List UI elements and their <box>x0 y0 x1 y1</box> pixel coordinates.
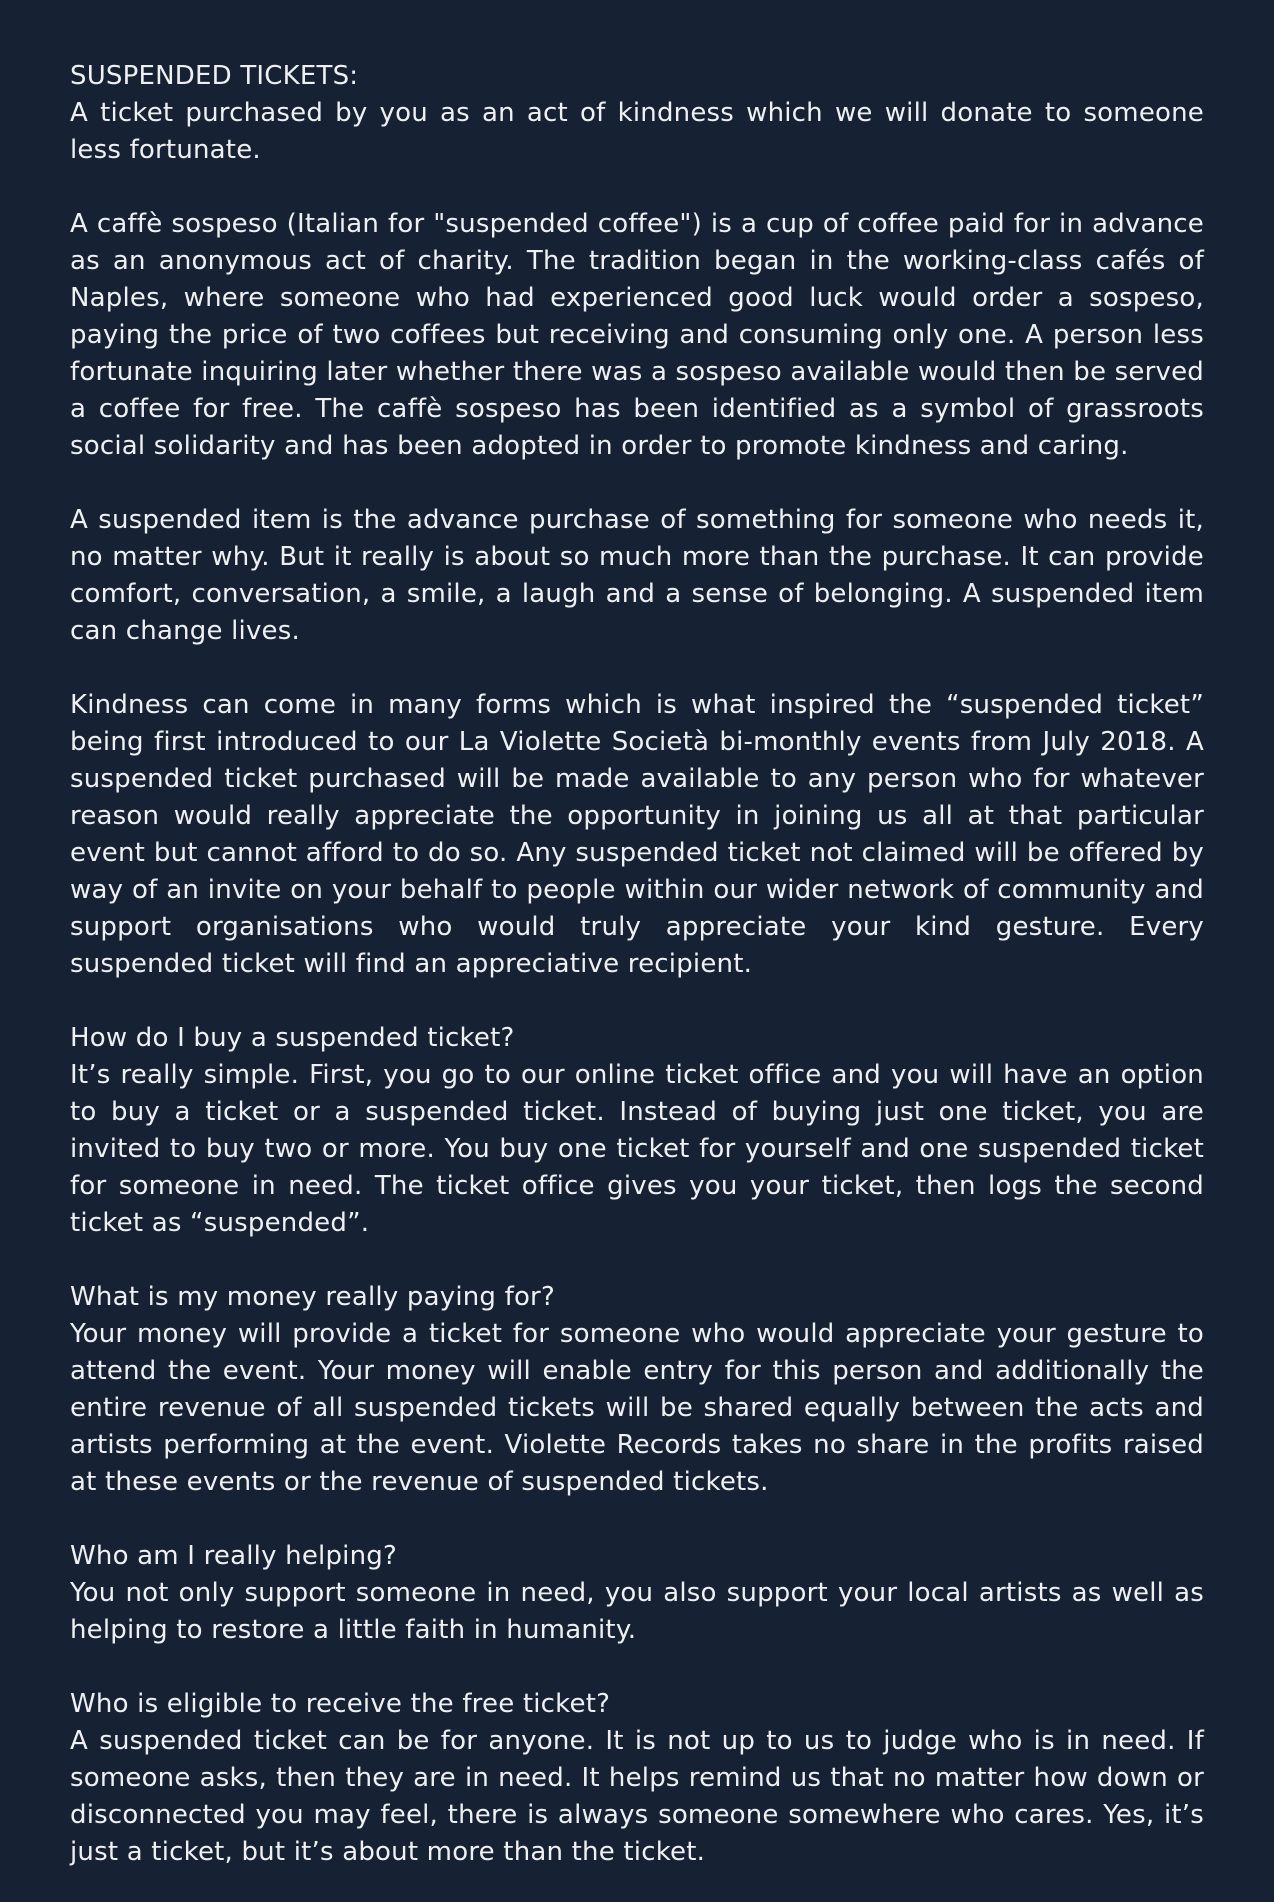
section-body: A ticket purchased by you as an act of kindness which we will donate to someone less fortunate. <box>70 98 1204 165</box>
section-body: A caffè sospeso (Italian for "suspended coffee") is a cup of coffee paid for in advance as an anonymous act of charity. The tradition began in the working-class cafés of Naples, where someone who had experienced good luck would order a sospeso, paying the price of two coffees but receiving and consuming only one. A person less fortunate inquiring later whether there was a sospeso available would then be served a coffee for free. The caffè sospeso has been identified as a symbol of grassroots social solidarity and has been adopted in order to promote kindness and caring. <box>70 209 1204 461</box>
section-helping <box>70 1538 1204 1649</box>
section-body: Your money will provide a ticket for someone who would appreciate your gesture to attend the event. Your money will enable entry for this person and additionally the entire revenue of all suspended tickets will be shared equally between the acts and artists performing at the event. Violette Records takes no share in the profits raised at these events or the revenue of suspended tickets. <box>70 1319 1204 1497</box>
section-suspended-item <box>70 502 1204 650</box>
section-body: It’s really simple. First, you go to our online ticket office and you will have an option to buy a ticket or a suspended ticket. Instead of buying just one ticket, you are invited to buy two or more. You buy one ticket for yourself and one suspended ticket for someone in need. The ticket office gives you your ticket, then logs the second ticket as “suspended”. <box>70 1060 1204 1238</box>
section-body: Kindness can come in many forms which is what inspired the “suspended ticket” being first introduced to our La Violette Società bi-monthly events from July 2018. A suspended ticket purchased will be made available to any person who for whatever reason would really appreciate the opportunity in joining us all at that particular event but cannot afford to do so. Any suspended ticket not claimed will be offered by way of an invite on your behalf to people within our wider network of community and support organisations who would truly appreciate your kind gesture. Every suspended ticket will find an appreciative recipient. <box>70 690 1204 979</box>
section-money <box>70 1279 1204 1501</box>
section-heading: What is my money really paying for? <box>70 1282 555 1312</box>
section-heading: Who is eligible to receive the free ticket? <box>70 1689 611 1719</box>
section-eligibility <box>70 1686 1204 1871</box>
section-caffe-sospeso <box>70 206 1204 465</box>
section-heading: How do I buy a suspended ticket? <box>70 1023 515 1053</box>
section-body: A suspended ticket can be for anyone. It is not up to us to judge who is in need. If someone asks, then they are in need. It helps remind us that no matter how down or disconnected you may feel, there is always someone somewhere who cares. Yes, it’s just a ticket, but it’s about more than the ticket. <box>70 1726 1204 1867</box>
section-body: A suspended item is the advance purchase of something for someone who needs it, no matter why. But it really is about so much more than the purchase. It can provide comfort, conversation, a smile, a laugh and a sense of belonging. A suspended item can change lives. <box>70 505 1204 646</box>
section-heading: SUSPENDED TICKETS: <box>70 61 359 91</box>
section-how-to-buy <box>70 1020 1204 1242</box>
section-intro <box>70 58 1204 169</box>
section-body: You not only support someone in need, you also support your local artists as well as helping to restore a little faith in humanity. <box>70 1578 1204 1645</box>
section-kindness <box>70 687 1204 983</box>
section-heading: Who am I really helping? <box>70 1541 397 1571</box>
